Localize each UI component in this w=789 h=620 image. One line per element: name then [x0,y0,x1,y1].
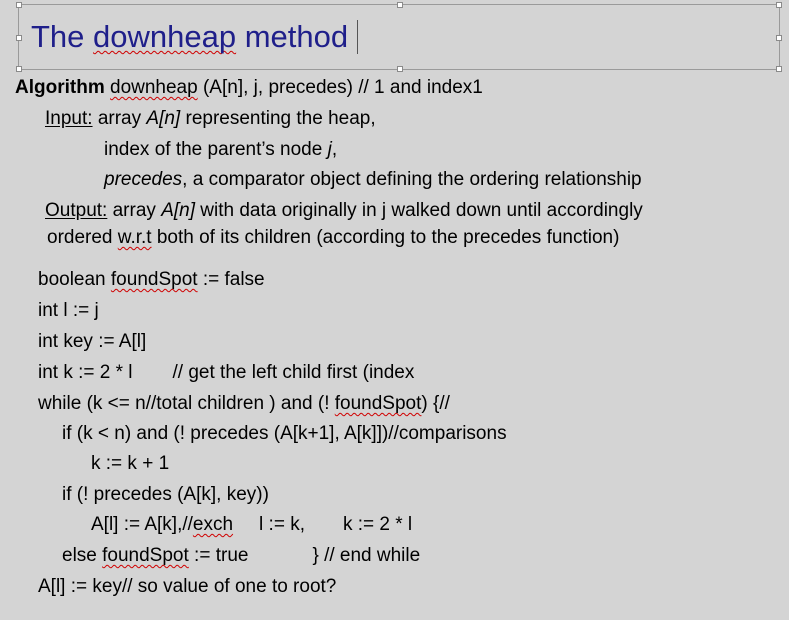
resize-handle-top-center[interactable] [397,2,403,8]
code-line-10: else foundSpot := true } // end while [62,545,421,566]
resize-handle-top-left[interactable] [16,2,22,8]
slide-title[interactable]: The downheap method [31,19,358,55]
code-line-2: int l := j [38,300,99,321]
code-line-1: boolean foundSpot := false [38,269,265,290]
code-line-11: A[l] := key// so value of one to root? [38,576,337,597]
code-line-6: if (k < n) and (! precedes (A[k+1], A[k]])//comparisons [62,423,507,444]
input-line-2: index of the parent’s node j, [104,139,338,160]
algorithm-header: Algorithm downheap (A[n], j, precedes) // 1 and index1 [15,77,483,98]
output-line-1: Output: array A[n] with data originally in j walked down until accordingly [45,200,643,221]
text-cursor [357,20,358,54]
code-line-3: int key := A[l] [38,331,147,352]
resize-handle-mid-right[interactable] [776,35,782,41]
resize-handle-bottom-left[interactable] [16,66,22,72]
output-label: Output: [45,200,108,221]
code-line-4: int k := 2 * l // get the left child first (index [38,362,415,383]
code-line-8: if (! precedes (A[k], key)) [62,484,269,505]
input-label: Input: [45,108,93,129]
input-line-1: Input: array A[n] representing the heap, [45,108,376,129]
code-line-9: A[l] := A[k],//exch l := k, k := 2 * l [91,514,413,535]
resize-handle-mid-left[interactable] [16,35,22,41]
title-placeholder[interactable] [18,4,780,70]
code-line-5: while (k <= n//total children ) and (! foundSpot) {// [38,393,450,414]
input-line-3: precedes, a comparator object defining the ordering relationship [104,169,642,190]
code-line-7: k := k + 1 [91,453,170,474]
output-line-2: ordered w.r.t both of its children (according to the precedes function) [47,227,620,248]
resize-handle-bottom-center[interactable] [397,66,403,72]
resize-handle-top-right[interactable] [776,2,782,8]
resize-handle-bottom-right[interactable] [776,66,782,72]
misspelled-word: downheap [93,19,237,54]
